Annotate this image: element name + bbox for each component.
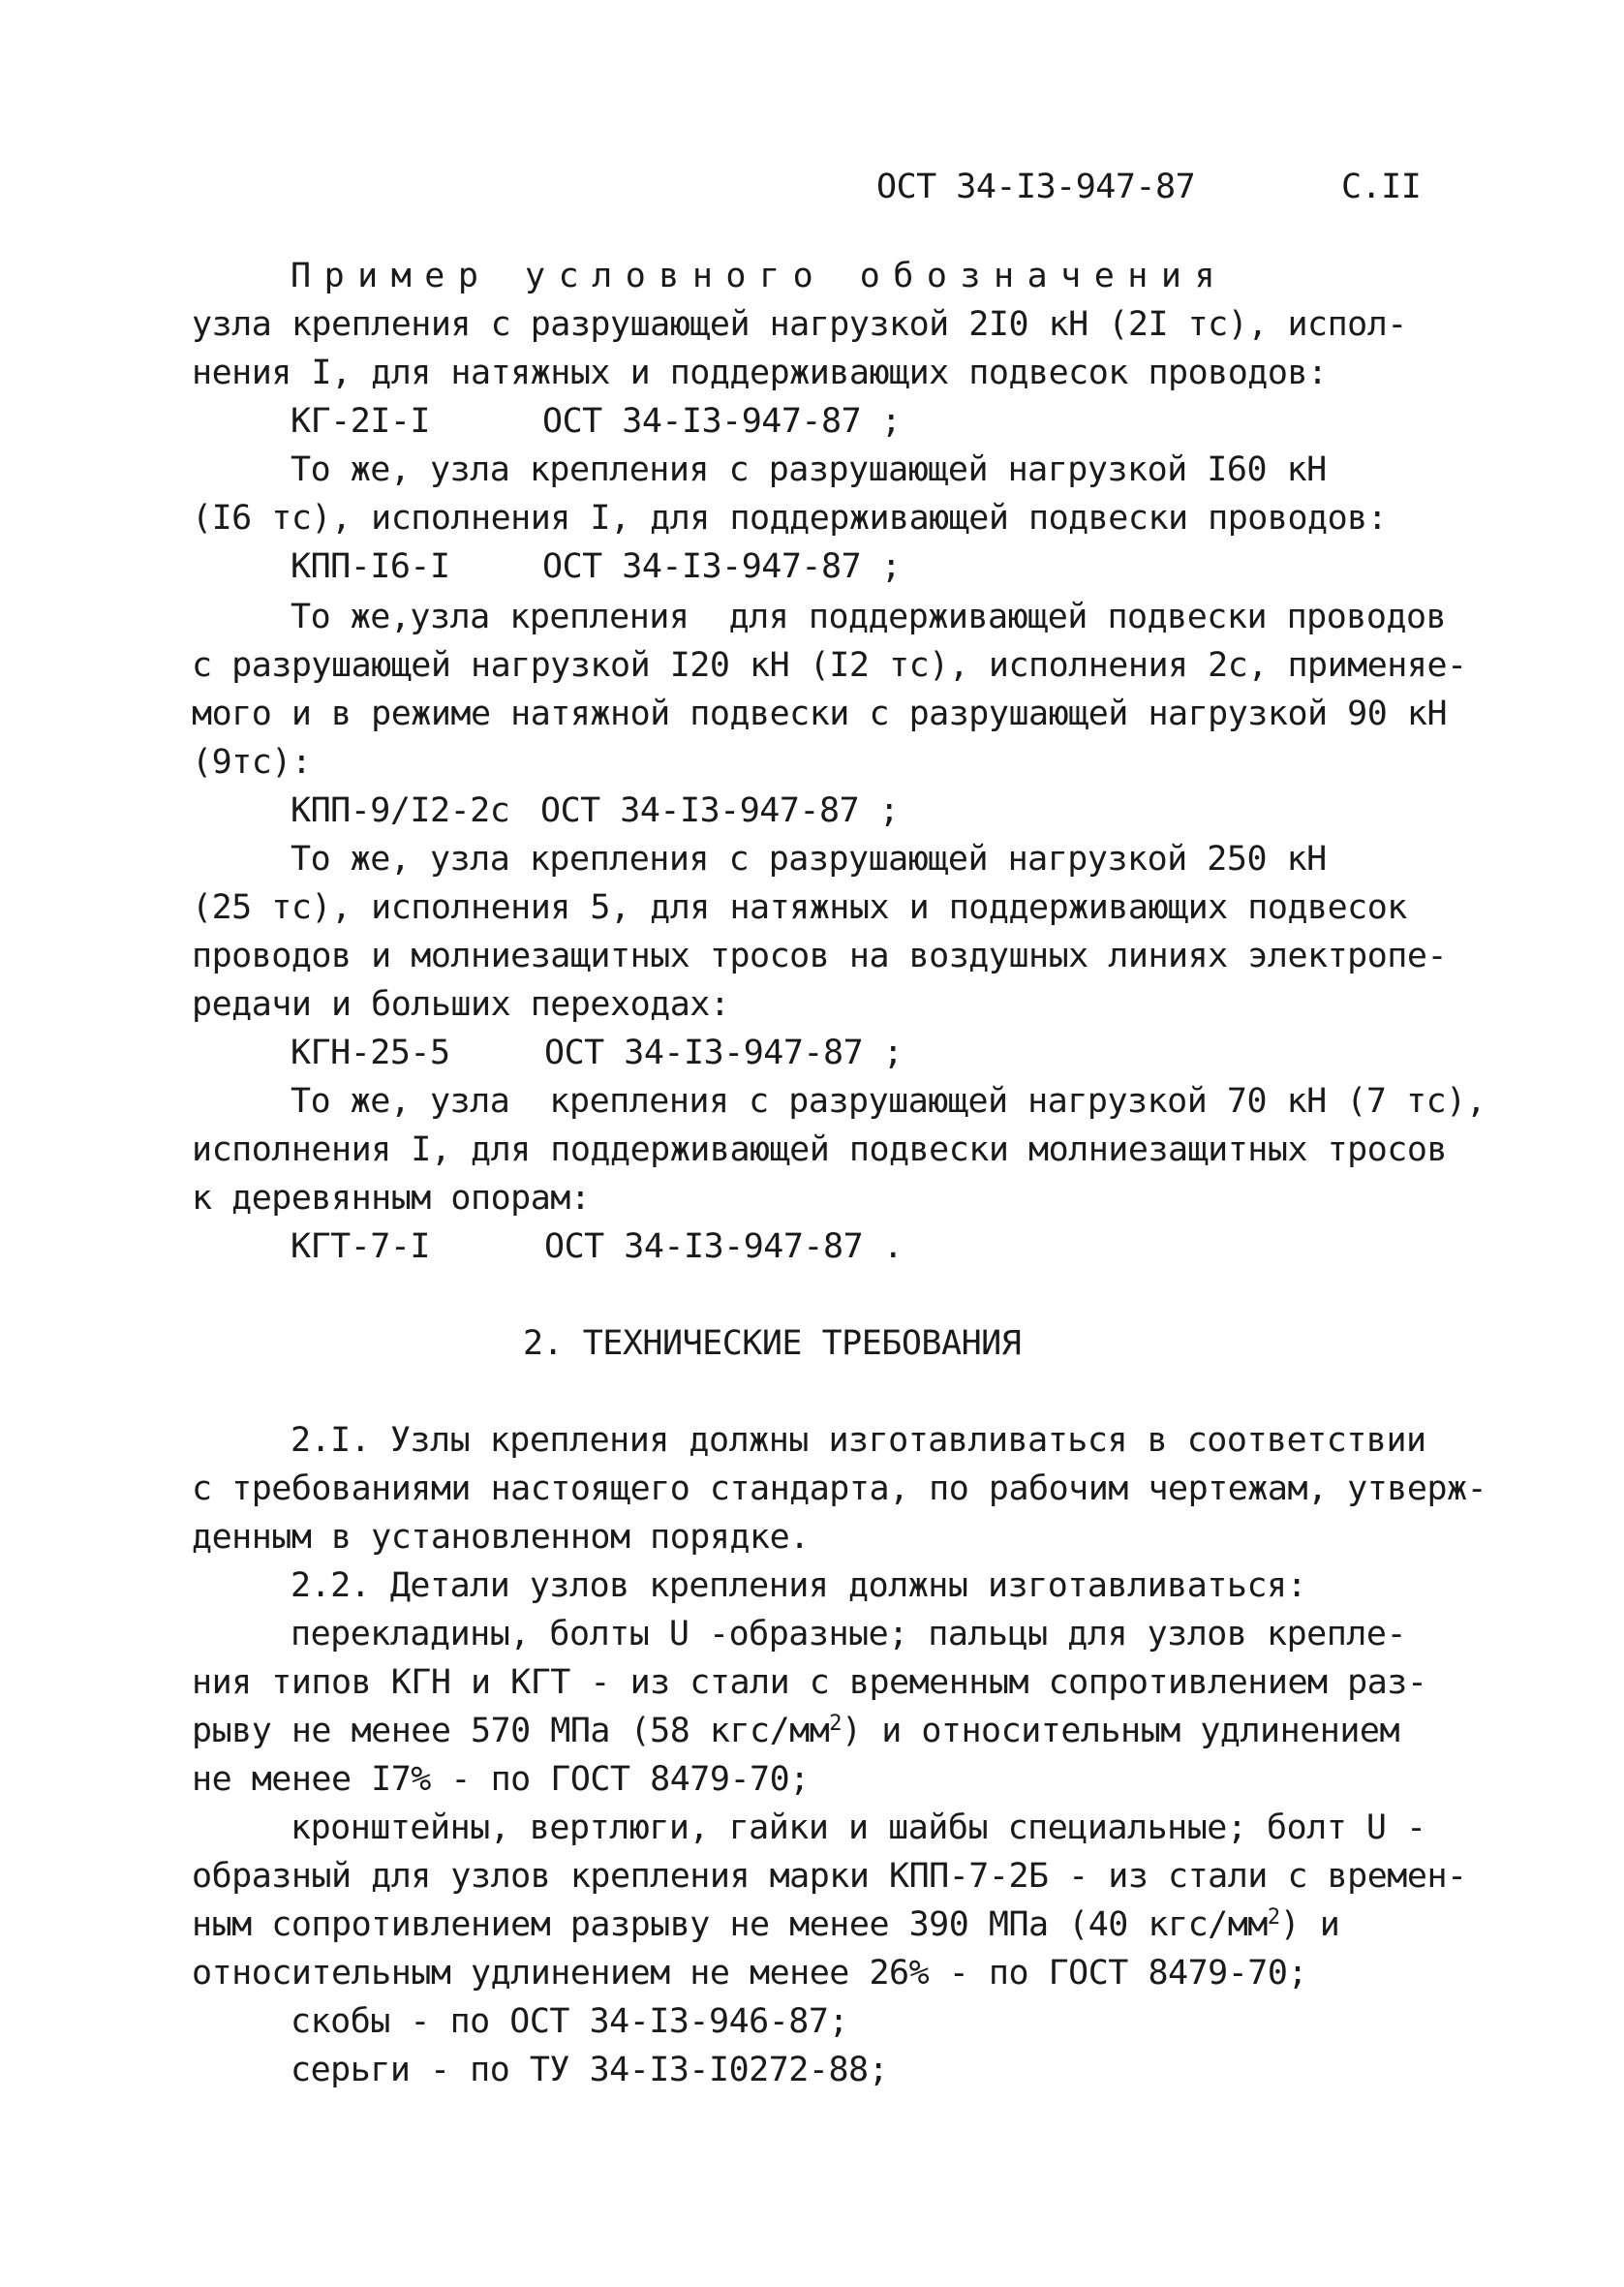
paragraph-line: скобы - по ОСТ 34-I3-946-87;: [291, 2002, 849, 2041]
paragraph-line: ния типов КГН и КГТ - из стали с временным сопротивлением раз-: [192, 1663, 1427, 1702]
standard-code-header: ОСТ 34-I3-947-87: [876, 168, 1196, 206]
paragraph-line: нения I, для натяжных и поддерживающих подвесок проводов:: [192, 354, 1328, 392]
paragraph-line: (I6 тс), исполнения I, для поддерживающей подвески проводов:: [192, 499, 1388, 538]
paragraph-line: То же, узла крепления с разрушающей нагрузкой 250 кН: [291, 840, 1327, 879]
paragraph-line: не менее I7% - по ГОСТ 8479-70;: [192, 1760, 810, 1799]
text-run: ным сопротивлением разрыву не менее 390 МПа (40 кгс/мм: [192, 1905, 1268, 1944]
superscript: 2: [829, 1712, 843, 1736]
designation-code: КПП-I6-I: [291, 547, 450, 586]
paragraph-line: редачи и больших переходах:: [192, 985, 730, 1024]
paragraph-line: относительным удлинением не менее 26% - по ГОСТ 8479-70;: [192, 1954, 1308, 1993]
paragraph-line: (9тс):: [192, 743, 312, 782]
paragraph-line: исполнения I, для поддерживающей подвески молниезащитных тросов: [192, 1130, 1448, 1169]
text-run: ) и относительным удлинением: [842, 1712, 1400, 1750]
designation-line: [291, 791, 900, 830]
designation-code: КГ-2I-I: [291, 402, 431, 441]
designation-line: [291, 547, 902, 586]
designation-code: КГН-25-5: [291, 1034, 450, 1072]
paragraph-line: с требованиями настоящего стандарта, по рабочим чертежам, утверж-: [192, 1469, 1487, 1508]
paragraph-line: перекладины, болты U -образные; пальцы для узлов крепле-: [291, 1615, 1407, 1653]
paragraph-line: денным в установленном порядке.: [192, 1518, 810, 1557]
designation-code: КПП-9/I2-2с: [291, 791, 510, 830]
paragraph-line: к деревянным опорам:: [192, 1179, 591, 1218]
paragraph-line: проводов и молниезащитных тросов на воздушных линиях электропе-: [192, 937, 1448, 975]
paragraph-line: 2.2. Детали узлов крепления должны изготавливаться:: [291, 1566, 1307, 1605]
paragraph-line: с разрушающей нагрузкой I20 кН (I2 тс), исполнения 2с, применяе-: [192, 646, 1467, 685]
paragraph-line: узла крепления с разрушающей нагрузкой 2I0 кН (2I тс), испол-: [192, 305, 1407, 344]
designation-standard: ОСТ 34-I3-947-87 ;: [544, 1034, 904, 1072]
section-heading: 2. ТЕХНИЧЕСКИЕ ТРЕБОВАНИЯ: [523, 1324, 1022, 1363]
superscript: 2: [1267, 1905, 1280, 1930]
designation-line: [291, 1227, 904, 1266]
designation-code: КГТ-7-I: [291, 1227, 431, 1266]
paragraph-line: (25 тс), исполнения 5, для натяжных и поддерживающих подвесок: [192, 888, 1407, 927]
page-number: С.II: [1341, 168, 1422, 206]
paragraph-line: образный для узлов крепления марки КПП-7-2Б - из стали с времен-: [192, 1857, 1467, 1896]
designation-standard: ОСТ 34-I3-947-87 ;: [542, 402, 902, 441]
designation-standard: ОСТ 34-I3-947-87 ;: [542, 547, 902, 586]
paragraph-line: То же, узла крепления с разрушающей нагрузкой 70 кН (7 тс),: [291, 1082, 1486, 1121]
paragraph-line: То же, узла крепления с разрушающей нагрузкой I60 кН: [291, 450, 1327, 489]
example-title: Пример условного обозначения: [291, 257, 1229, 295]
designation-standard: ОСТ 34-I3-947-87 .: [544, 1227, 904, 1266]
text-run: ) и: [1279, 1905, 1340, 1944]
designation-standard: ОСТ 34-I3-947-87 ;: [540, 791, 900, 830]
paragraph-line: [192, 1905, 1340, 1944]
paragraph-line: 2.I. Узлы крепления должны изготавливаться в соответствии: [291, 1421, 1426, 1460]
paragraph-line: кронштейны, вертлюги, гайки и шайбы специальные; болт U -: [291, 1808, 1426, 1847]
designation-line: [291, 402, 902, 441]
text-run: рыву не менее 570 МПа (58 кгс/мм: [192, 1712, 830, 1750]
paragraph-line: серьги - по ТУ 34-I3-I0272-88;: [291, 2051, 889, 2089]
paragraph-line: [192, 1712, 1400, 1750]
paragraph-line: мого и в режиме натяжной подвески с разрушающей нагрузкой 90 кН: [192, 695, 1448, 733]
paragraph-line: То же,узла крепления для поддерживающей подвески проводов: [291, 598, 1447, 636]
designation-line: [291, 1036, 903, 1070]
